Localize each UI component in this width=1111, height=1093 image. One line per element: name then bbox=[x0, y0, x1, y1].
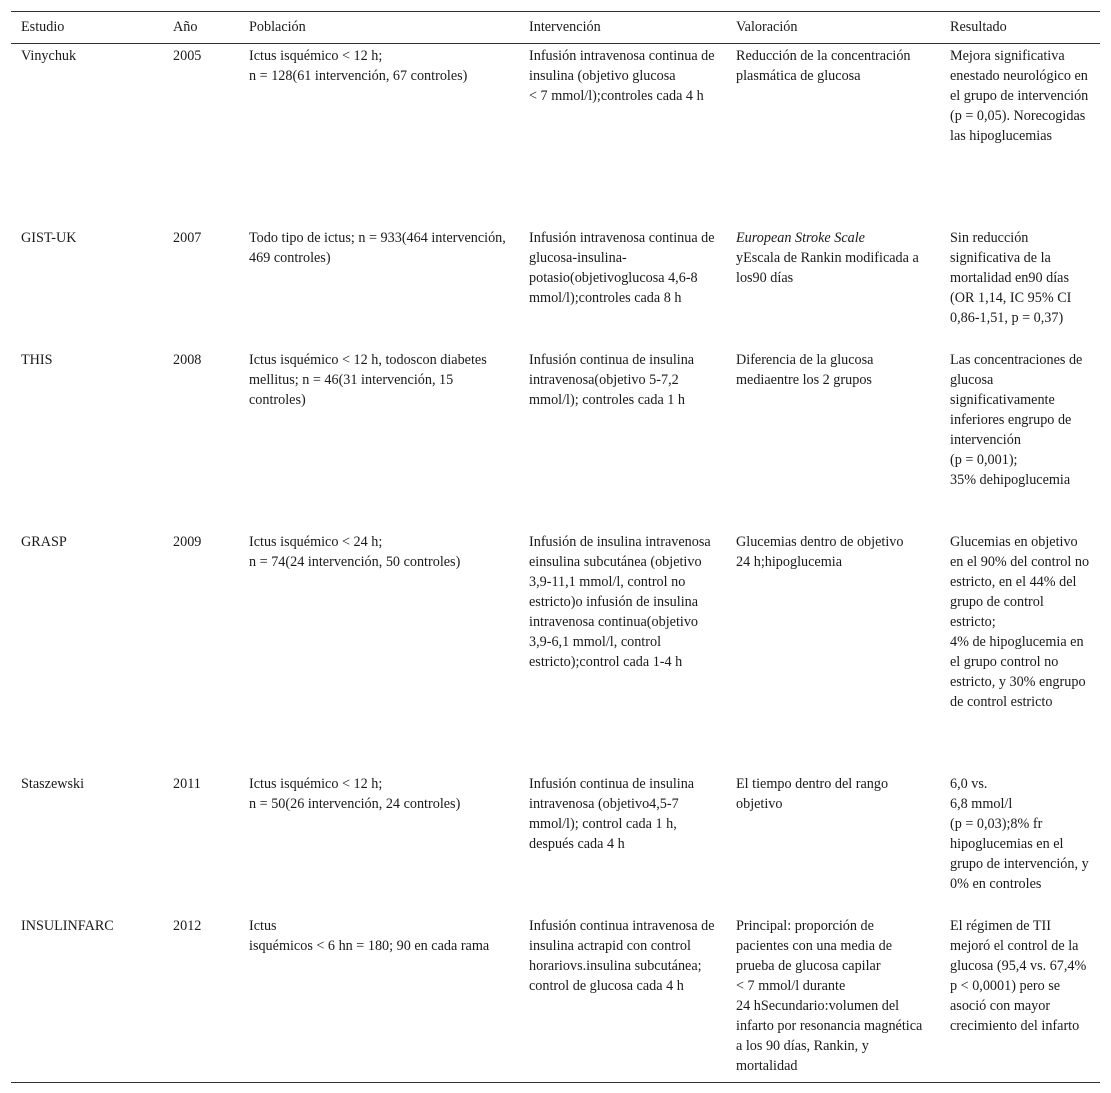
cell-poblacion: Ictus isquémico < 24 h; n = 74(24 intervención, 50 controles) bbox=[249, 533, 461, 570]
cell-poblacion: Ictus isquémico < 12 h, todoscon diabetes mellitus; n = 46(31 intervención, 15 controles) bbox=[249, 351, 487, 408]
cell-resultado: Mejora significativa enestado neurológico en el grupo de intervención (p = 0,05). Norecogidas las hipoglucemias bbox=[950, 48, 1089, 144]
cell-estudio: Staszewski bbox=[21, 775, 85, 792]
header-valoracion: Valoración bbox=[726, 12, 940, 44]
header-poblacion: Población bbox=[239, 12, 519, 44]
table-row bbox=[11, 44, 1100, 226]
cell-anio: 2007 bbox=[173, 229, 202, 246]
cell-poblacion: Ictus isquémicos < 6 hn = 180; 90 en cada rama bbox=[239, 914, 519, 1083]
cell-estudio: GRASP bbox=[21, 533, 67, 550]
cell-anio: 2009 bbox=[173, 533, 202, 550]
cell-valoracion: Reducción de la concentración plasmática de glucosa bbox=[736, 48, 911, 84]
cell-valoracion: Glucemias dentro de objetivo 24 h;hipoglucemia bbox=[736, 533, 904, 570]
table-row bbox=[11, 530, 1100, 772]
cell-poblacion: Ictus isquémico < 12 h; n = 50(26 intervención, 24 controles) bbox=[249, 775, 461, 812]
header-row bbox=[11, 12, 1100, 44]
cell-resultado: Glucemias en objetivo en el 90% del control no estricto, en el 44% del grupo de control estricto; 4% de hipoglucemia en el grupo control no estricto, y 30% engrupo de control estricto bbox=[950, 533, 1090, 710]
cell-intervencion: Infusión continua de insulina intravenosa(objetivo 5-7,2 mmol/l); controles cada 1 h bbox=[529, 351, 695, 408]
cell-estudio: INSULINFARC bbox=[11, 914, 163, 1083]
header-resultado: Resultado bbox=[940, 12, 1100, 44]
table-row bbox=[11, 772, 1100, 914]
cell-intervencion: Infusión continua intravenosa de insulina actrapid con control horariovs.insulina subcutánea; control de glucosa cada 4 h bbox=[519, 914, 726, 1083]
cell-resultado: El régimen de TII mejoró el control de la glucosa (95,4 vs. 67,4% p < 0,0001) pero se asoció con mayor crecimiento del infarto bbox=[940, 914, 1100, 1083]
cell-resultado: 6,0 vs. 6,8 mmol/l (p = 0,03);8% fr hipoglucemias en el grupo de intervención, y 0% en controles bbox=[950, 775, 1089, 892]
cell-anio: 2012 bbox=[163, 914, 239, 1083]
table-row bbox=[11, 226, 1100, 348]
cell-resultado: Las concentraciones de glucosa significativamente inferiores engrupo de intervención (p = 0,001); 35% dehipoglucemia bbox=[950, 351, 1083, 488]
table-row bbox=[11, 914, 1100, 1083]
cell-anio: 2011 bbox=[173, 775, 201, 792]
header-anio: Año bbox=[163, 12, 239, 44]
cell-valoracion: Diferencia de la glucosa mediaentre los 2 grupos bbox=[736, 351, 874, 388]
cell-anio: 2005 bbox=[173, 48, 202, 64]
cell-resultado: Sin reducción significativa de la mortalidad en90 días (OR 1,14, IC 95% CI 0,86-1,51, p = 0,37) bbox=[950, 229, 1072, 326]
cell-estudio: Vinychuk bbox=[21, 48, 77, 64]
cell-poblacion: Todo tipo de ictus; n = 933(464 intervención, 469 controles) bbox=[249, 229, 506, 266]
table-body bbox=[11, 44, 1100, 1083]
cell-intervencion: Infusión de insulina intravenosa einsulina subcutánea (objetivo 3,9-11,1 mmol/l, control no estricto)o infusión de insulina intravenosa continua(objetivo 3,9-6,1 mmol/l, control estricto);control cada 1-4 h bbox=[529, 533, 711, 670]
cell-valoracion: European Stroke Scale yEscala de Rankin modificada a los90 días bbox=[736, 229, 919, 286]
scale-name-italic: European Stroke Scale bbox=[736, 229, 865, 246]
cell-intervencion: Infusión continua de insulina intravenosa (objetivo4,5-7 mmol/l); control cada 1 h, después cada 4 h bbox=[529, 775, 695, 852]
cell-estudio: THIS bbox=[21, 351, 53, 368]
table-header bbox=[11, 12, 1100, 44]
cell-intervencion: Infusión intravenosa continua de insulina (objetivo glucosa < 7 mmol/l);controles cada 4 h bbox=[529, 48, 715, 104]
studies-table-container bbox=[11, 11, 1100, 1083]
cell-valoracion: Principal: proporción de pacientes con una media de prueba de glucosa capilar < 7 mmol/l durante 24 hSecundario:volumen del infarto por resonancia magnética a los 90 días, Rankin, y mortalidad bbox=[726, 914, 940, 1083]
header-estudio: Estudio bbox=[11, 12, 163, 44]
studies-table bbox=[11, 11, 1100, 1083]
cell-anio: 2008 bbox=[173, 351, 202, 368]
table-row bbox=[11, 348, 1100, 530]
cell-poblacion: Ictus isquémico < 12 h; n = 128(61 intervención, 67 controles) bbox=[249, 48, 468, 84]
cell-estudio: GIST-UK bbox=[21, 229, 77, 246]
cell-valoracion: El tiempo dentro del rango objetivo bbox=[736, 775, 889, 812]
header-intervencion: Intervención bbox=[519, 12, 726, 44]
cell-intervencion: Infusión intravenosa continua de glucosa-insulina-potasio(objetivoglucosa 4,6-8 mmol/l);controles cada 8 h bbox=[529, 229, 715, 306]
